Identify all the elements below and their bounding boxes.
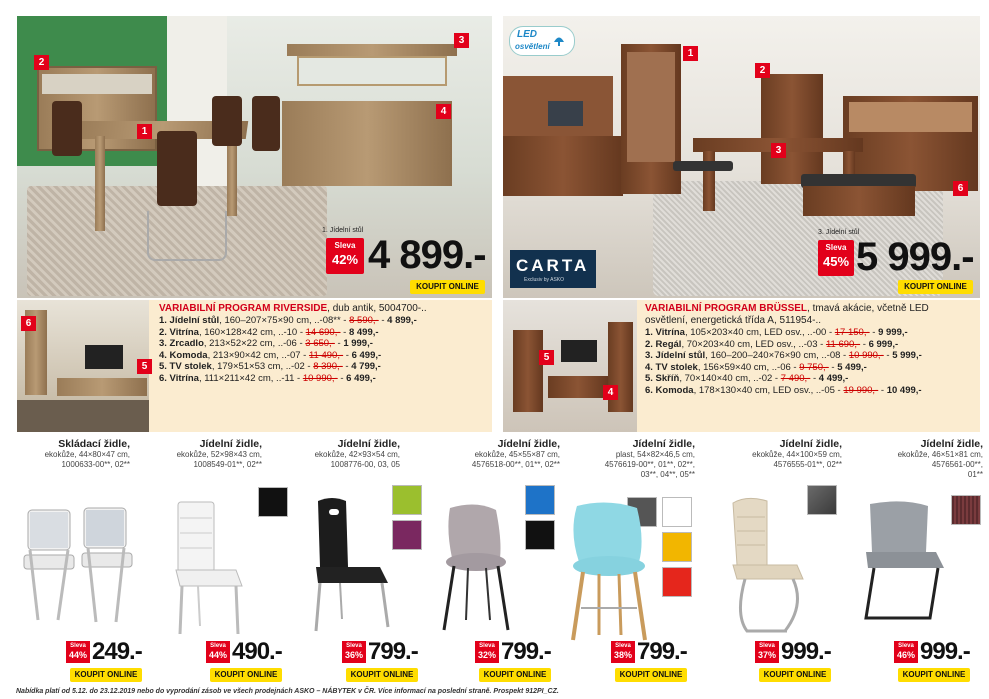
price-value: 249.- — [92, 638, 142, 665]
discount-badge: Sleva 45% — [818, 240, 854, 276]
chair-spec: plast, 54×82×46,5 cm, — [615, 450, 695, 459]
item-name: 1. Jídelní stůl — [159, 315, 220, 326]
price-list-row — [645, 373, 929, 385]
chair-price — [342, 638, 418, 666]
item-name: 3. Zrcadlo — [159, 338, 204, 349]
chair-price — [206, 638, 282, 666]
item-name: 2. Regál — [645, 338, 682, 350]
discount-badge: Sleva 44% — [206, 641, 230, 663]
color-swatch-white[interactable] — [662, 497, 692, 527]
chair-title: Skládací židle, — [58, 438, 130, 450]
item-name: 2. Vitrína — [159, 326, 199, 338]
price-list-row — [159, 350, 427, 362]
discount-badge: Sleva 37% — [755, 641, 779, 663]
price-list-row — [159, 327, 427, 339]
chair-spec: 01** — [967, 470, 983, 479]
chair-description — [420, 438, 560, 470]
item-desc: , 105×203×40 cm, LED osv., ..-00 — [684, 327, 827, 338]
item-desc: , 111×211×42 cm, ..-11 — [198, 372, 295, 384]
price-caption: 3. Jídelní stůl — [818, 229, 860, 236]
chair-spec: ekokůže, 46×51×81 cm, — [897, 450, 983, 459]
chair-description — [150, 438, 262, 470]
chair-spec: 1008549-01**, 02** — [193, 460, 262, 469]
separator: - — [294, 372, 303, 384]
old-price: 7 490,- — [780, 373, 811, 384]
new-price: 5 499,- — [837, 361, 867, 373]
carta-logo: CARTA Exclusiv by ASKO — [510, 250, 596, 288]
footer-note: Nabídka platí od 5.12. do 23.12.2019 nebo do vyprodání zásob ve všech prodejnách ASKO – NÁBYTEK v ČR. Více informací na poslední straně. Prospekt 912PI_CZ. — [16, 688, 559, 695]
led-badge: LED osvětlení — [509, 26, 575, 56]
discount-badge: Sleva 44% — [66, 641, 90, 663]
price-list-row — [645, 350, 929, 362]
item-desc: , 70×203×40 cm, LED osv., ..-03 — [681, 338, 818, 350]
item-desc: , 160–207×75×90 cm, ..-08** — [219, 315, 341, 326]
gray-fabric-chair-image — [858, 498, 953, 623]
chair-price — [894, 638, 970, 666]
separator: - — [869, 327, 879, 338]
main-price — [818, 235, 974, 279]
separator: - — [840, 350, 849, 361]
item-name: 5. TV stolek — [159, 361, 212, 372]
separator: - — [343, 349, 352, 361]
chair-spec: 03**, 04**, 05** — [640, 470, 695, 479]
white-chair-image — [170, 498, 250, 638]
item-badge: 3 — [771, 143, 786, 158]
separator: - — [304, 361, 314, 372]
new-price: 10 499,- — [886, 384, 922, 396]
separator: - — [828, 361, 838, 373]
item-name: 3. Jídelní stůl — [645, 350, 706, 361]
chair — [157, 131, 197, 206]
separator: - — [340, 326, 349, 338]
price-value: 999.- — [781, 638, 831, 665]
item-badge: 5 — [539, 350, 554, 365]
color-swatch-purple[interactable] — [392, 520, 422, 550]
separator: - — [834, 384, 844, 396]
item-desc: , 179×51×53 cm, ..-02 — [211, 361, 305, 372]
new-price: 4 799,- — [351, 361, 381, 372]
mirror-shelf — [287, 44, 457, 56]
price-caption: 1. Jídelní stůl — [322, 227, 364, 234]
gray-chair-image — [440, 500, 520, 635]
chair-title: Jídelní židle, — [779, 438, 842, 450]
item-badge: 1 — [137, 124, 152, 139]
item-badge: 2 — [34, 55, 49, 70]
sideboard — [282, 101, 452, 186]
item-badge: 2 — [755, 63, 770, 78]
separator: - — [790, 361, 800, 373]
item-badge: 4 — [436, 104, 451, 119]
new-price: 1 999,- — [343, 338, 373, 349]
item-desc: , 70×140×40 cm, ..-02 — [679, 373, 773, 384]
item-badge: 4 — [603, 385, 618, 400]
item-name: 6. Vitrína — [159, 372, 199, 384]
buy-online-button[interactable]: KOUPIT ONLINE — [210, 668, 282, 682]
black-chair-image — [310, 495, 395, 635]
chair — [212, 96, 242, 146]
color-swatch-bordeaux[interactable] — [951, 495, 981, 525]
old-price: 14 690,- — [305, 326, 341, 338]
beige-chair-image — [725, 495, 810, 640]
old-price: 3 650,- — [305, 338, 335, 349]
buy-online-button[interactable]: KOUPIT ONLINE — [898, 280, 973, 294]
item-badge: 5 — [137, 359, 152, 374]
chair-spec: ekokůže, 42×93×54 cm, — [314, 450, 400, 459]
item-badge: 1 — [683, 46, 698, 61]
old-price: 11 690,- — [825, 338, 861, 350]
shelf — [761, 74, 823, 184]
chair-title: Jídelní židle, — [920, 438, 983, 450]
separator: - — [334, 338, 344, 349]
chair-description — [18, 438, 130, 470]
buy-online-button[interactable]: KOUPIT ONLINE — [410, 280, 485, 294]
discount-badge: Sleva 42% — [326, 238, 364, 274]
price-value: 4 899.- — [368, 233, 486, 277]
separator: - — [296, 338, 306, 349]
color-swatch-gray[interactable] — [807, 485, 837, 515]
chair — [52, 101, 82, 156]
chair — [252, 96, 280, 151]
item-badge: 6 — [953, 181, 968, 196]
separator: - — [342, 361, 352, 372]
price-list-row — [645, 339, 929, 351]
chair-title: Jídelní židle, — [497, 438, 560, 450]
separator: - — [297, 326, 306, 338]
chair-price — [755, 638, 831, 666]
new-price: 6 499,- — [351, 349, 382, 361]
brussel-info: 5 4 VARIABILNÍ PROGRAM BRÜSSEL, tmavá akácie, včetně LED osvětlení, energetická třída A, 511954-.. 1. Vitrína, 105×203×40 cm, LED osv., ..-00 - 17 150,- - 9 999,- 2. Regál, 70×203×40 cm, LED osv., ..-03 - 11 690,- - 6 999,- 3. Jídelní stůl, 160–200–240×76×90 cm, ..-08 - 10 990,- - 5 999,- 4. TV stolek, 156×59×40 cm, ..-06 - 9 750,- - 5 499,- 5. Skříň, 70×140×40 cm, ..-02 - 7 490,- - 4 499,- 6. Komoda, 178×130×40 cm, LED osv., ..-05 - 19 990,- - 10 499,- — [503, 300, 980, 432]
color-swatch-blue[interactable] — [525, 485, 555, 515]
discount-badge: Sleva 46% — [894, 641, 918, 663]
buy-online-button[interactable]: KOUPIT ONLINE — [70, 668, 142, 682]
chair-spec: ekokůže, 45×55×87 cm, — [474, 450, 560, 459]
new-price: 4 899,- — [387, 315, 417, 326]
old-price: 19 990,- — [843, 384, 879, 396]
new-price: 5 999,- — [892, 350, 922, 361]
price-value: 799.- — [368, 638, 418, 665]
old-price: 8 590,- — [349, 315, 379, 326]
chair-spec: 1008776-00, 03, 05 — [330, 460, 400, 469]
item-name: 4. Komoda — [159, 349, 208, 361]
color-swatch-green[interactable] — [392, 485, 422, 515]
chair-title: Jídelní židle, — [199, 438, 262, 450]
item-desc: , 213×52×22 cm, ..-06 — [203, 338, 297, 349]
discount-badge: Sleva 32% — [475, 641, 499, 663]
separator: - — [878, 384, 887, 396]
main-price — [326, 233, 486, 277]
new-price: 6 999,- — [868, 338, 899, 350]
chair-price — [475, 638, 551, 666]
item-desc: , 213×90×42 cm, ..-07 — [207, 349, 301, 361]
riverside-info — [17, 300, 492, 432]
chair-spec: 1000633-00**, 02** — [61, 460, 130, 469]
price-value: 5 999.- — [856, 235, 974, 279]
chair-title: Jídelní židle, — [337, 438, 400, 450]
buy-online-button[interactable]: KOUPIT ONLINE — [759, 668, 831, 682]
separator: - — [378, 315, 388, 326]
price-list-row — [645, 362, 929, 374]
riverside-tv-photo — [17, 300, 149, 432]
price-list-row — [645, 385, 929, 397]
price-list-row — [159, 338, 427, 350]
price-list — [645, 327, 929, 396]
picture-frame — [548, 101, 583, 126]
buy-online-button[interactable]: KOUPIT ONLINE — [346, 668, 418, 682]
folding-chairs-image — [20, 500, 145, 630]
old-price: 9 750,- — [799, 361, 829, 373]
chair-price — [66, 638, 142, 666]
separator: - — [300, 349, 309, 361]
lamp-icon — [551, 33, 567, 49]
buy-online-button[interactable]: KOUPIT ONLINE — [479, 668, 551, 682]
color-swatch-black[interactable] — [258, 487, 288, 517]
price-list-row — [159, 361, 427, 373]
chair-spec: ekokůže, 44×80×47 cm, — [44, 450, 130, 459]
brussel-tv-photo — [503, 300, 637, 432]
program-title: VARIABILNÍ PROGRAM BRÜSSEL, tmavá akácie, včetně LED — [645, 303, 929, 314]
new-price: 6 499,- — [346, 372, 376, 384]
chair-description — [560, 438, 695, 480]
mirror — [297, 56, 447, 86]
price-value: 999.- — [920, 638, 970, 665]
separator: - — [883, 350, 893, 361]
chair-spec: 4576555-01**, 02** — [773, 460, 842, 469]
separator: - — [817, 338, 826, 350]
item-name: 6. Komoda — [645, 384, 694, 396]
separator: - — [810, 373, 819, 384]
price-value: 490.- — [232, 638, 282, 665]
item-name: 1. Vitrína — [645, 327, 685, 338]
chair-title: Jídelní židle, — [632, 438, 695, 450]
mint-chair-image — [563, 500, 653, 645]
item-desc: , 156×59×40 cm, ..-06 — [697, 361, 791, 373]
price-value: 799.- — [637, 638, 687, 665]
program-title: VARIABILNÍ PROGRAM RIVERSIDE, dub antik, 5004700-.. — [159, 303, 427, 314]
old-price: 10 990,- — [302, 372, 338, 384]
price-list-row — [159, 373, 427, 385]
buy-online-button[interactable]: KOUPIT ONLINE — [615, 668, 687, 682]
item-name: 4. TV stolek — [645, 361, 698, 373]
chair-spec: 4576619-00**, 01**, 02**, — [604, 460, 695, 469]
price-list-row — [645, 327, 929, 339]
chair-spec: ekokůže, 44×100×59 cm, — [752, 450, 842, 459]
sideboard — [503, 136, 623, 196]
new-price: 4 499,- — [818, 373, 849, 384]
chair-description — [840, 438, 983, 480]
separator: - — [340, 315, 350, 326]
separator: - — [337, 372, 347, 384]
discount-badge: Sleva 38% — [611, 641, 635, 663]
item-desc: , 160×128×42 cm, ..-10 — [198, 326, 298, 338]
old-price: 8 390,- — [313, 361, 343, 372]
item-badge: 6 — [21, 316, 36, 331]
old-price: 10 990,- — [848, 350, 884, 361]
separator: - — [826, 327, 835, 338]
new-price: 8 499,- — [348, 326, 379, 338]
color-swatch-yellow[interactable] — [662, 532, 692, 562]
item-desc: , 160–200–240×76×90 cm, ..-08 — [705, 350, 841, 361]
chair-spec: 4576561-00**, — [931, 460, 983, 469]
chair-description — [700, 438, 842, 470]
item-badge: 3 — [454, 33, 469, 48]
separator: - — [860, 338, 869, 350]
discount-badge: Sleva 36% — [342, 641, 366, 663]
chair-spec: ekokůže, 52×98×43 cm, — [176, 450, 262, 459]
price-list — [159, 315, 427, 384]
chair-description — [290, 438, 400, 470]
buy-online-button[interactable]: KOUPIT ONLINE — [898, 668, 970, 682]
price-value: 799.- — [501, 638, 551, 665]
color-swatch-red[interactable] — [662, 567, 692, 597]
old-price: 17 150,- — [834, 327, 870, 338]
separator: - — [772, 373, 781, 384]
price-list-row — [159, 315, 427, 327]
old-price: 11 490,- — [308, 349, 344, 361]
item-desc: , 178×130×40 cm, LED osv., ..-05 — [693, 384, 835, 396]
new-price: 9 999,- — [878, 327, 908, 338]
color-swatch-black[interactable] — [525, 520, 555, 550]
item-name: 5. Skříň — [645, 373, 680, 384]
chair-spec: 4576518-00**, 01**, 02** — [471, 460, 560, 469]
